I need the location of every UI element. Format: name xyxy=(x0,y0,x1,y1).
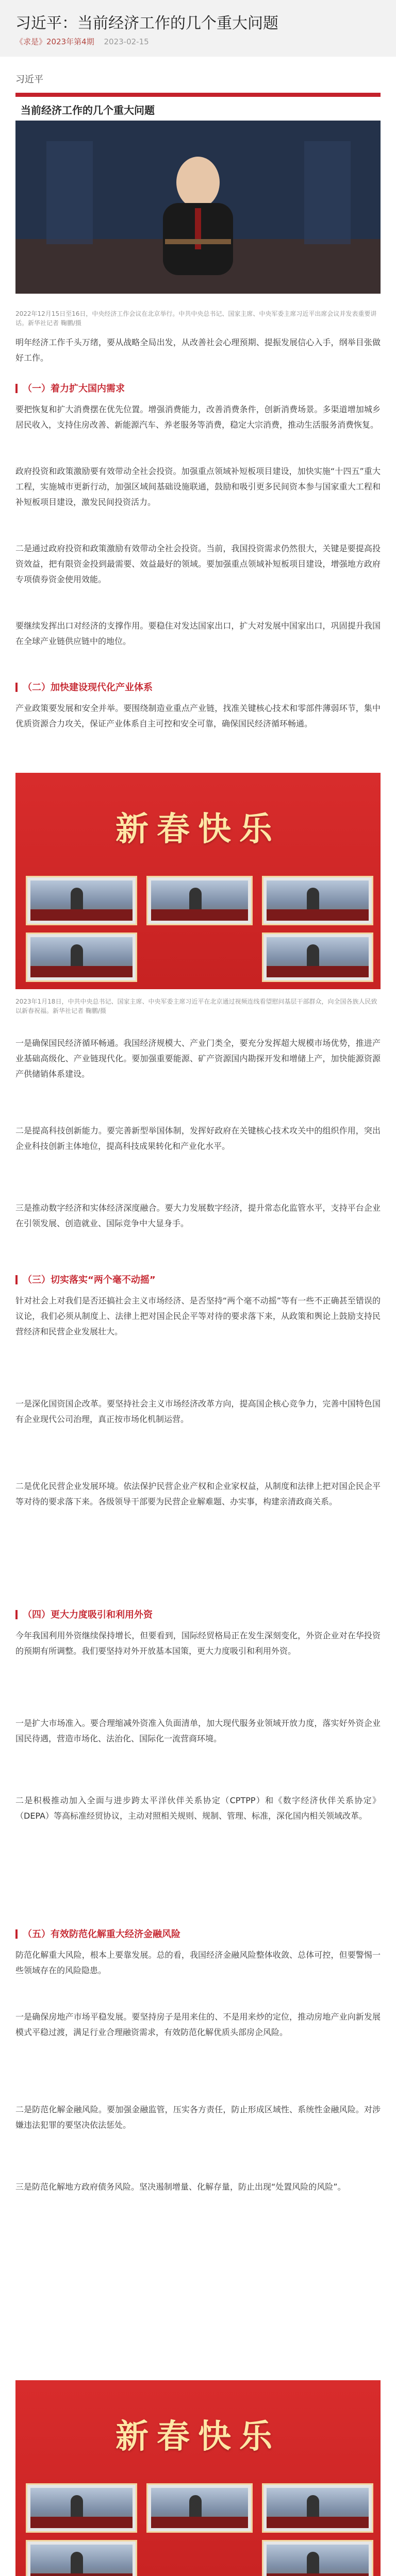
section-paragraph: 三是防范化解地方政府债务风险。坚决遏制增量、化解存量，防止出现“处置风险的风险”。 xyxy=(15,2182,346,2192)
section-bar xyxy=(15,1929,18,1939)
hero-accent-bar xyxy=(15,93,381,97)
section-title xyxy=(15,1927,180,1940)
section-paragraph: 三是推动数字经济和实体经济深度融合。要大力发展数字经济，提升常态化监管水平，支持平台企业在引领发展、创造就业、国际竞争中大显身手。 xyxy=(15,1203,381,1228)
section-paragraph: 针对社会上对我们是否还搞社会主义市场经济、是否坚持“两个毫不动摇”等有一些不正确甚至错误的议论，我们必须从制度上、法律上把对国企民企平等对待的要求落下来，从政策和舆论上鼓励支持民营经济和民营企业发展壮大。 xyxy=(15,1296,381,1336)
video-frame xyxy=(26,2540,137,2576)
article-meta xyxy=(15,36,149,47)
section-title xyxy=(15,1273,156,1286)
hero-heading: 当前经济工作的几个重大问题 xyxy=(21,104,155,116)
section-title-text: （一）着力扩大国内需求 xyxy=(23,383,125,394)
hero-photo xyxy=(15,121,381,294)
intro-paragraph: 明年经济工作千头万绪，要从战略全局出发，从改善社会心理预期、提振发展信心入手，纲举目张做好工作。 xyxy=(15,337,381,363)
section-paragraph: 今年我国利用外资继续保持增长，但要看到，国际经贸格局正在发生深刻变化，外资企业对在华投资的预期有所调整。我们要坚持对外开放基本国策，更大力度吸引和利用外资。 xyxy=(15,1631,381,1656)
video-frame xyxy=(262,933,373,982)
video-frame xyxy=(26,2483,137,2533)
section-paragraph: 要把恢复和扩大消费摆在优先位置。增强消费能力，改善消费条件，创新消费场景。多渠道增加城乡居民收入，支持住房改善、新能源汽车、养老服务等消费，稳定大宗消费，推动生活服务消费恢复。 xyxy=(15,404,381,430)
article-title: 习近平：当前经济工作的几个重大问题 xyxy=(15,14,278,32)
section-paragraph: 二是提高科技创新能力。要完善新型举国体制，发挥好政府在关键核心技术攻关中的组织作用，突出企业科技创新主体地位，提高科技成果转化和产业化水平。 xyxy=(15,1126,381,1151)
article-source[interactable]: 《求是》2023年第4期 xyxy=(15,37,94,46)
hero-caption: 2022年12月15日至16日，中央经济工作会议在北京举行。中共中央总书记、国家主席、中央军委主席习近平出席会议并发表重要讲话。新华社记者 鞠鹏/摄 xyxy=(15,310,377,327)
section-title xyxy=(15,680,153,693)
section-bar xyxy=(15,1610,18,1619)
section-paragraph: 一是深化国资国企改革。要坚持社会主义市场经济改革方向，提高国企核心竞争力，完善中国特色国有企业现代公司治理，真正按市场化机制运营。 xyxy=(15,1399,381,1424)
section-paragraph: 防范化解重大风险，根本上要靠发展。总的看，我国经济金融风险整体收敛、总体可控，但要警惕一些领域存在的风险隐患。 xyxy=(15,1950,381,1975)
video-frame xyxy=(146,876,253,925)
hero xyxy=(15,93,381,294)
section-title xyxy=(15,381,125,395)
banner-frames xyxy=(26,2483,370,2576)
section-title xyxy=(15,1607,153,1621)
new-year-banner xyxy=(15,773,381,989)
section-bar xyxy=(15,1275,18,1284)
section-bar xyxy=(15,384,18,393)
section-paragraph: 要继续发挥出口对经济的支撑作用。要稳住对发达国家出口，扩大对发展中国家出口，巩固提升我国在全球产业链供应链中的地位。 xyxy=(15,621,381,646)
section-bar xyxy=(15,683,18,692)
figure-caption: 2023年1月18日，中共中央总书记、国家主席、中央军委主席习近平在北京通过视频连线看望慰问基层干部群众，向全国各族人民致以新春祝福。新华社记者 鞠鹏/摄 xyxy=(15,998,377,1014)
section-paragraph: 二是积极推动加入全面与进步跨太平洋伙伴关系协定（CPTPP）和《数字经济伙伴关系协定》（DEPA）等高标准经贸协议，主动对照相关规则、规制、管理、标准，深化国内相关领域改革。 xyxy=(15,1795,381,1821)
video-frame xyxy=(262,2540,373,2576)
video-frame xyxy=(262,2483,373,2533)
hero-header xyxy=(15,93,381,121)
section-paragraph: 产业政策要发展和安全并举。要围绕制造业重点产业链，找准关键核心技术和零部件薄弱环节，集中优质资源合力攻关，保证产业体系自主可控和安全可靠，确保国民经济循环畅通。 xyxy=(15,703,381,728)
video-frame xyxy=(26,933,137,982)
section-title-text: （三）切实落实“两个毫不动摇” xyxy=(23,1275,156,1285)
article-date: 2023-02-15 xyxy=(104,37,149,46)
video-frame xyxy=(26,876,137,925)
new-year-banner xyxy=(15,2380,381,2576)
hero-photo-scene xyxy=(15,121,381,294)
section-title-text: （二）加快建设现代化产业体系 xyxy=(23,682,153,693)
section-paragraph: 一是确保国民经济循环畅通。我国经济规模大、产业门类全，要充分发挥超大规模市场优势，推进产业基础高级化、产业链现代化。要加强重要能源、矿产资源国内勘探开发和增储上产，加快能源资源产供储销体系建设。 xyxy=(15,1038,381,1079)
section-title-text: （五）有效防范化解重大经济金融风险 xyxy=(23,1929,180,1940)
article-author: 习近平 xyxy=(15,74,43,85)
section-paragraph: 政府投资和政策激励要有效带动全社会投资。加强重点领域补短板项目建设，加快实施“十四五”重大工程，实施城市更新行动，加强区域间基础设施联通，鼓励和吸引更多民间资本参与国家重大工程和补短板项目建设，激发民间投资活力。 xyxy=(15,466,381,507)
video-frame xyxy=(146,2483,253,2533)
banner-title: 新春快乐 xyxy=(116,810,280,849)
section-paragraph: 二是防范化解金融风险。要加强金融监管，压实各方责任，防止形成区域性、系统性金融风险。对涉嫌违法犯罪的要坚决依法惩处。 xyxy=(15,2105,381,2130)
banner-frames xyxy=(26,876,370,979)
section-paragraph: 二是通过政府投资和政策激励有效带动全社会投资。当前，我国投资需求仍然很大，关键是要提高投资效益，把有限资金投到最需要、效益最好的领域。要加强重点领域补短板项目建设，增强地方政府专项债券资金使用效能。 xyxy=(15,544,381,584)
section-title-text: （四）更大力度吸引和利用外资 xyxy=(23,1609,153,1620)
section-paragraph: 一是扩大市场准入。要合理缩减外资准入负面清单，加大现代服务业领域开放力度，落实好外资企业国民待遇，营造市场化、法治化、国际化一流营商环境。 xyxy=(15,1718,381,1743)
section-paragraph: 二是优化民营企业发展环境。依法保护民营企业产权和企业家权益，从制度和法律上把对国企民企平等对待的要求落下来。各级领导干部要为民营企业解难题、办实事，构建亲清政商关系。 xyxy=(15,1481,381,1506)
banner-title: 新春快乐 xyxy=(116,2418,280,2456)
section-paragraph: 一是确保房地产市场平稳发展。要坚持房子是用来住的、不是用来炒的定位，推动房地产业向新发展模式平稳过渡，满足行业合理融资需求，有效防范化解优质头部房企风险。 xyxy=(15,2012,381,2037)
article-header xyxy=(0,0,396,57)
video-frame xyxy=(262,876,373,925)
